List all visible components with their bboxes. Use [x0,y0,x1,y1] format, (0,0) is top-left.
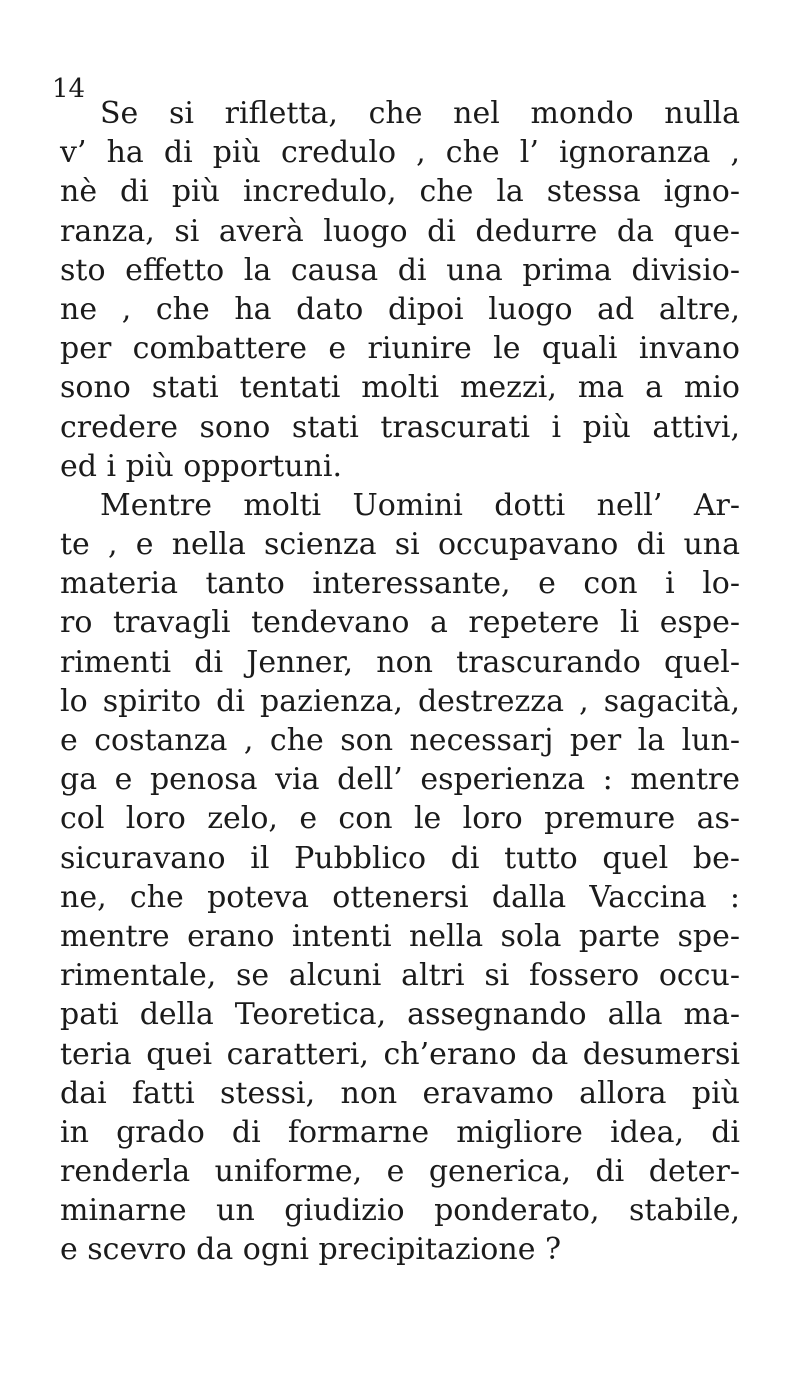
text-line: ranza, si averà luogo di dedurre da que- [60,213,740,249]
text-line: ne , che ha dato dipoi luogo ad altre, [60,291,740,327]
body-text [60,94,740,1270]
text-line: credere sono stati trascurati i più attivi, [60,409,740,445]
text-line: e costanza , che son necessarj per la lun- [60,723,740,758]
text-line: mentre erano intenti nella sola parte spe- [60,918,740,954]
text-line: sono stati tentati molti mezzi, ma a mio [60,370,740,406]
text-line: te , e nella scienza si occupavano di una [60,527,740,563]
text-line: v’ ha di più credulo , che l’ ignoranza , [60,135,740,171]
text-line: teria quei caratteri, ch’erano da desumersi [60,1036,740,1072]
text-line: sto effetto la causa di una prima divisio- [60,252,740,288]
text-line: e scevro da ogni precipitazione ? [60,1232,562,1268]
text-line: rimentale, se alcuni altri si fossero occu- [60,958,740,994]
text-line: rimenti di Jenner, non trascurando quel- [60,644,740,680]
page-number: 14 [52,74,86,104]
text-line: ne, che poteva ottenersi dalla Vaccina : [60,879,740,915]
text-line: minarne un giudizio ponderato, stabile, [60,1193,740,1229]
text-line: in grado di formarne migliore idea, di [60,1114,740,1150]
text-line: col loro zelo, e con le loro premure as- [60,801,740,837]
text-line: ga e penosa via dell’ esperienza : mentre [60,762,740,798]
text-line: sicuravano il Pubblico di tutto quel be- [60,840,740,876]
text-line: per combattere e riunire le quali invano [60,331,740,367]
text-line: ro travagli tendevano a repetere li espe- [60,605,740,641]
text-line: renderla uniforme, e generica, di deter- [60,1154,740,1190]
text-line: nè di più incredulo, che la stessa igno- [60,174,740,210]
text-line: lo spirito di pazienza, destrezza , sagacità, [60,683,740,719]
text-line: dai fatti stessi, non eravamo allora più [60,1075,740,1111]
text-line: materia tanto interessante, e con i lo- [60,566,740,602]
text-line: pati della Teoretica, assegnando alla ma- [60,997,740,1033]
text-line: Se si rifletta, che nel mondo nulla [100,96,740,131]
text-line: Mentre molti Uomini dotti nell’ Ar- [100,487,740,523]
text-line: ed i più opportuni. [60,448,342,484]
